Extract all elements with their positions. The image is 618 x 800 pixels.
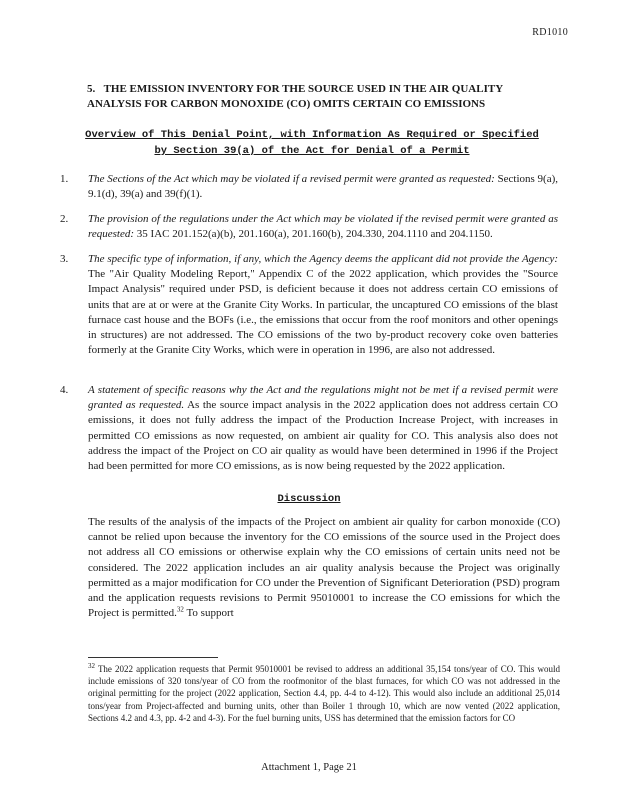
list-item-lead: The specific type of information, if any, which the Agency deems the applicant did not provide the Agency:	[88, 253, 558, 265]
footnote-divider	[88, 657, 218, 658]
discussion-trailing: To support	[183, 607, 234, 620]
list-item-text	[88, 172, 558, 202]
list-item-body: Sections 9(a), 9.1(d), 39(a) and 39(f)(1).	[88, 173, 559, 201]
discussion-body: The results of the analysis of the impacts of the Project on ambient air quality for carbon monoxide (CO) cannot be relied upon because the inventory for the CO emissions of the source used in the Project does not address all CO emissions or otherwise explain why the CO emissions of certain units need not be considered. The 2022 application includes an air quality analysis because the Project was originally permitted as a major modification for CO under the Prevention of Significant Deterioration (PSD) program and the application requests revisions to Permit 95010001 to increase the CO emissions for which the Project is permitted.	[88, 516, 560, 620]
list-item-lead: The Sections of the Act which may be violated if a revised permit were granted as requested:	[88, 173, 495, 185]
footnote	[88, 663, 560, 724]
discussion-paragraph	[88, 515, 560, 621]
list-item-lead: The provision of the regulations under the Act which may be violated if the revised permit were granted as requested:	[88, 213, 558, 241]
list-item-body: As the source impact analysis in the 2022 application does not address certain CO emissions, it does not fully address the impact of the Production Increase Project, with increases in permitted CO emissions as now requested, on ambient air quality for CO. This analysis also does not address the impact of the Project on CO air quality as would have been determined in 1996 if the Project had been permitted for more CO emissions, as is now being requested by the 2022 application.	[88, 399, 558, 473]
section-number: 5.	[87, 83, 96, 95]
list-item-lead: A statement of specific reasons why the Act and the regulations might not be met if a revised permit were granted as requested.	[88, 384, 558, 412]
footnote-reference[interactable]: 32	[176, 605, 184, 614]
document-reference-id: RD1010	[532, 27, 568, 38]
overview-title: Overview of This Denial Point, with Information As Required or Specified by Section 39(a) of the Act for Denial of a Permit	[85, 129, 539, 157]
list-item-body: The "Air Quality Modeling Report," Appendix C of the 2022 application, which provides the "Source Impact Analysis" required under PSD, is deficient because it does not address certain CO emissions of units that are at or were at the Granite City Works. In particular, the uncaptured CO emissions of the blast furnace cast house and the BOFs (i.e., the emissions that occur from the roof monitors and other openings in structures) are not addressed. The CO emissions of the two by-product recovery coke oven batteries formerly at the Granite City Works, which were in operation in 1996, are also not addressed.	[88, 268, 558, 357]
discussion-heading: Discussion	[277, 493, 341, 505]
list-item-number: 4.	[60, 384, 69, 396]
footnote-text: The 2022 application requests that Permit 95010001 be revised to address an additional 35,154 tons/year of CO. This would include emissions of 320 tons/year of CO from the roofmonitor of the blast furnaces, for which CO was not addressed in the original permitting for the project (2022 application, Section 4.4, pp. 4-4 to 4-12). This would also include an additional 25,014 tons/year from Project-affected and burning units, other than Boiler 1 through 10, which are now vented (2022 application, Sections 4.2 and 4.3, pp. 4-2 and 4-3). For the fuel burning units, USS has determined that the emission factors for CO	[88, 664, 560, 723]
list-item-number: 3.	[60, 253, 69, 265]
list-item-text	[88, 383, 558, 474]
list-item-number: 2.	[60, 213, 69, 225]
footnote-marker: 32	[88, 662, 95, 670]
page-footer: Attachment 1, Page 21	[261, 762, 357, 773]
list-item-text	[88, 252, 558, 358]
section-heading	[87, 82, 557, 112]
list-item-body: 35 IAC 201.152(a)(b), 201.160(a), 201.160(b), 204.330, 204.1110 and 204.1150.	[134, 228, 493, 241]
list-item-text	[88, 212, 558, 242]
section-heading-text: THE EMISSION INVENTORY FOR THE SOURCE USED IN THE AIR QUALITY ANALYSIS FOR CARBON MONOXIDE (CO) OMITS CERTAIN CO EMISSIONS	[87, 83, 503, 110]
list-item-number: 1.	[60, 173, 69, 185]
